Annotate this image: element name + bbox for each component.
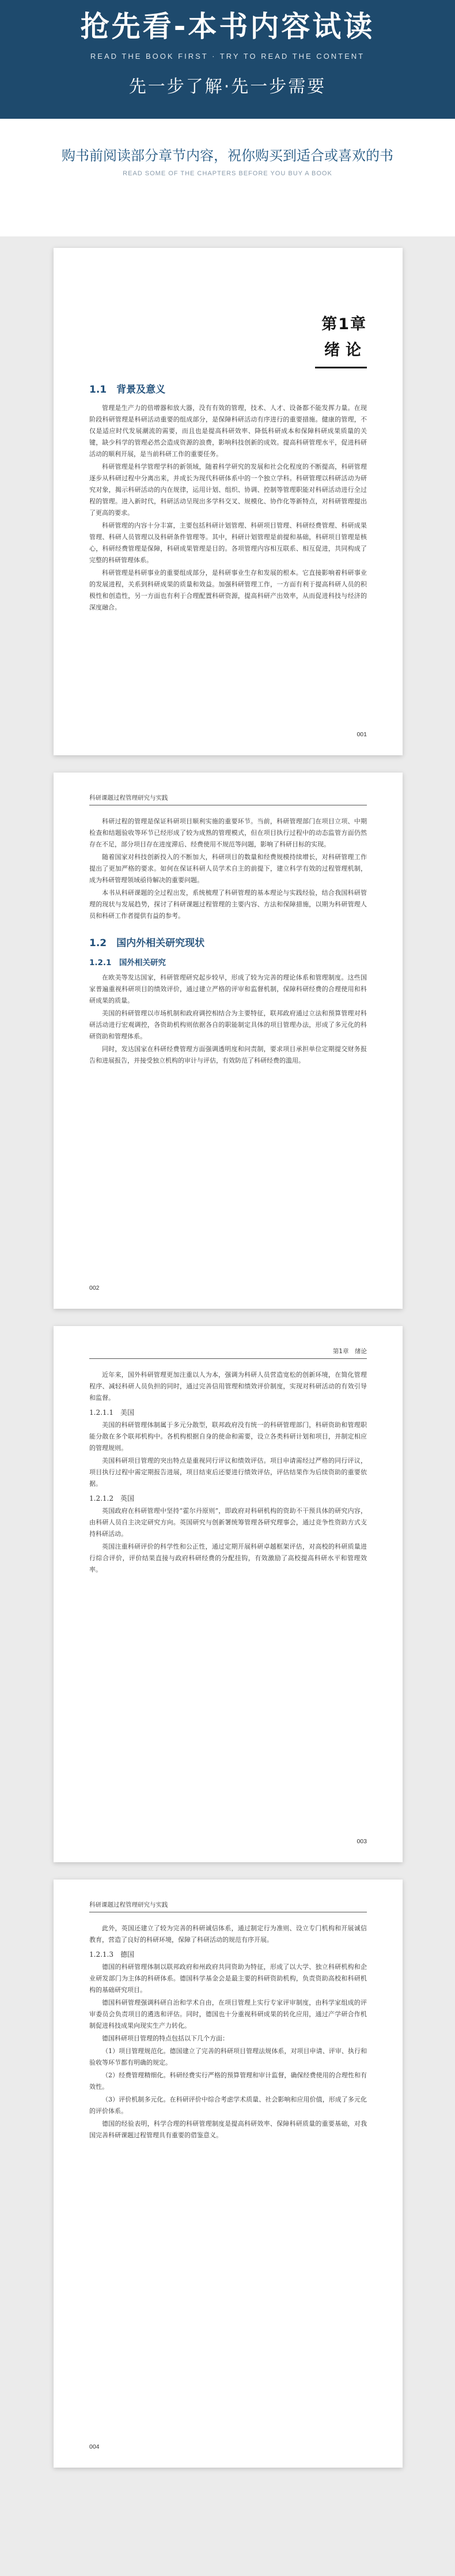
paragraph: 美国科研项目管理的突出特点是重视同行评议和绩效评估。项目申请需经过严格的同行评议，项目执行过程中需定期报告进展，项目结束后还要进行绩效评估，评估结果作为后续资助的重要依据。	[89, 1457, 367, 1487]
subsubsection-title: 1.2.1.2 英国	[89, 1494, 134, 1502]
section-title: 1.1 背景及意义	[89, 384, 166, 396]
paragraph: 英国政府在科研管理中坚持“霍尔丹原则”，即政府对科研机构的资助不干预具体的研究内容，由科研人员自主决定研究方向。英国研究与创新署统筹管理各研究理事会，通过竞争性资助方式支持科研活动。	[89, 1507, 367, 1538]
banner-subtitle-en: READ THE BOOK FIRST · TRY TO READ THE CONTENT	[90, 52, 365, 61]
paragraph: 德国的经验表明，科学合理的科研管理制度是提高科研效率、保障科研质量的重要基础，对我国完善科研课题过程管理具有重要的借鉴意义。	[89, 2120, 367, 2139]
paragraph: 在欧美等发达国家，科研管理研究起步较早，形成了较为完善的理论体系和管理制度。这些国家普遍重视科研项目的绩效评价，通过建立严格的评审和监督机制，保障科研经费的合理使用和科研成果的质量。	[89, 974, 367, 1004]
book-page-3	[54, 1326, 403, 1862]
intro-section	[0, 119, 455, 236]
page-number: 002	[89, 1285, 100, 1291]
running-head: 第1章 绪论	[89, 1347, 367, 1359]
book-page-2	[54, 773, 403, 1309]
paragraph: 科研管理是科学管理学科的新领域，随着科学研究的发展和社会化程度的不断提高，科研管理逐步从科研过程中分离出来，并成长为现代科研体系中的一个独立学科。科研管理以科研活动为研究对象，揭示科研活动的内在规律，运用计划、组织、协调、控制等管理职能对科研活动进行全过程的管理。进入新时代，科研活动呈现出多学科交叉、规模化、协作化等新特点，对科研管理提出了更高的要求。	[89, 463, 367, 517]
chapter-rule	[315, 367, 367, 368]
subsubsection-title: 1.2.1.3 德国	[89, 1950, 134, 1959]
page-number: 003	[357, 1838, 367, 1845]
header-banner	[0, 0, 455, 119]
paragraph: 美国的科研管理以市场机制和政府调控相结合为主要特征，联邦政府通过立法和预算管理对科研活动进行宏观调控，各资助机构则依据各自的职能制定具体的项目管理办法，形成了多元化的科研资助和管理体系。	[89, 1010, 367, 1040]
page-number: 001	[357, 731, 367, 738]
paragraph: 同时，发达国家在科研经费管理方面强调透明度和问责制，要求项目承担单位定期提交财务报告和进展报告，并接受独立机构的审计与评估，有效防范了科研经费的滥用。	[89, 1045, 367, 1064]
page-number: 004	[89, 2443, 100, 2450]
chapter-number: 第1章	[321, 315, 367, 333]
running-head: 科研课题过程管理研究与实践	[89, 793, 367, 805]
paragraph: 此外，英国还建立了较为完善的科研诚信体系，通过制定行为准则、设立专门机构和开展诚信教育，营造了良好的科研环境，保障了科研活动的规范有序开展。	[89, 1925, 367, 1944]
banner-title: 抢先看-本书内容试读	[80, 10, 375, 43]
book-page-4	[54, 1880, 403, 2468]
intro-line-en: READ SOME OF THE CHAPTERS BEFORE YOU BUY A BOOK	[123, 170, 332, 177]
chapter-heading	[89, 311, 367, 368]
subsubsection-title: 1.2.1.1 美国	[89, 1408, 134, 1417]
section-title: 1.2 国内外相关研究现状	[89, 937, 205, 949]
banner-slogan: 先一步了解·先一步需要	[128, 77, 327, 97]
paragraph: 随着国家对科技创新投入的不断加大，科研项目的数量和经费规模持续增长，对科研管理工作提出了更加严格的要求。如何在保证科研人员学术自主的前提下，建立科学有效的过程管理机制，成为科研管理领域亟待解决的重要问题。	[89, 853, 367, 884]
book-page-1	[54, 248, 403, 755]
paragraph: 科研过程的管理是保证科研项目顺利实施的重要环节。当前，科研管理部门在项目立项、中期检查和结题验收等环节已经形成了较为成熟的管理模式，但在项目执行过程中的动态监管方面仍然存在不足，部分项目存在进度滞后、经费使用不规范等问题，影响了科研目标的实现。	[89, 818, 367, 848]
paragraph: 科研管理是科研事业的重要组成部分，是科研事业生存和发展的根本。它直接影响着科研事业的发展进程，关系到科研成果的质量和效益。加强科研管理工作，一方面有利于提高科研人员的积极性和创造性，另一方面也有利于合理配置科研资源，提高科研产出效率，从而促进科技与经济的深度融合。	[89, 569, 367, 611]
paragraph: 本书从科研课题的全过程出发，系统梳理了科研管理的基本理论与实践经验，结合我国科研管理的现状与发展趋势，探讨了科研课题过程管理的主要内容、方法和保障措施，以期为科研管理人员和科研工作者提供有益的参考。	[89, 889, 367, 920]
list-item: （3）评价机制多元化。在科研评价中综合考虑学术质量、社会影响和应用价值，形成了多元化的评价体系。	[89, 2096, 367, 2115]
subsection-title: 1.2.1 国外相关研究	[89, 958, 166, 967]
paragraph: 科研管理的内容十分丰富，主要包括科研计划管理、科研项目管理、科研经费管理、科研成果管理、科研人员管理以及科研条件管理等。其中，科研计划管理是前提和基础，科研项目管理是核心，科研经费管理是保障，科研成果管理是目的。各项管理内容相互联系、相互促进，共同构成了完整的科研管理体系。	[89, 522, 367, 564]
paragraph: 英国注重科研评价的科学性和公正性，通过定期开展科研卓越框架评估，对高校的科研质量进行综合评价，评价结果直接与政府科研经费的分配挂钩，有效激励了高校提高科研水平和管理效率。	[89, 1543, 367, 1573]
paragraph: 管理是生产力的倍增器和放大器，没有有效的管理，技术、人才、设备都不能发挥力量。在现阶段科研管理是科研活动重要的组成部分，是保障科研活动有序进行的重要措施。健康的管理，不仅是适应时代发展潮流的需要，而且也是提高科研效率、降低科研成本和保障科研成果质量的关键，缺少科学的管理必然会造成资源的浪费，影响科技创新的成效。提高科研管理水平，促进科研活动的顺利开展，是当前科研工作的重要任务。	[89, 404, 367, 458]
list-item: （2）经费管理精细化。科研经费实行严格的预算管理和审计监督，确保经费使用的合理性和有效性。	[89, 2072, 367, 2091]
paragraph: 近年来，国外科研管理更加注重以人为本，强调为科研人员营造宽松的创新环境，在简化管理程序、减轻科研人员负担的同时，通过完善信用管理和绩效评价制度，实现对科研活动的有效引导和监督。	[89, 1371, 367, 1402]
chapter-name: 绪论	[324, 341, 367, 359]
list-item: （1）项目管理规范化。德国建立了完善的科研项目管理法规体系，对项目申请、评审、执行和验收等环节都有明确的规定。	[89, 2047, 367, 2066]
paragraph: 德国科研管理强调科研自治和学术自由，在项目管理上实行专家评审制度，由科学家组成的评审委员会负责项目的遴选和评估。同时，德国也十分重视科研成果的转化应用，通过产学研合作机制促进科技成果向现实生产力转化。	[89, 1999, 367, 2029]
paragraph: 德国科研项目管理的特点包括以下几个方面：	[102, 2035, 229, 2042]
running-head: 科研课题过程管理研究与实践	[89, 1900, 367, 1912]
paragraph: 美国的科研管理体制属于多元分散型，联邦政府没有统一的科研管理部门，科研资助和管理职能分散在多个联邦机构中。各机构根据自身的使命和需要，设立各类科研计划和项目，并制定相应的管理规则。	[89, 1421, 367, 1452]
intro-line: 购书前阅读部分章节内容，祝你购买到适合或喜欢的书	[62, 148, 393, 164]
paragraph: 德国的科研管理体制以联邦政府和州政府共同资助为特征，形成了以大学、独立科研机构和企业研发部门为主体的科研体系。德国科学基金会是最主要的科研资助机构，负责资助高校和科研机构的基础研究项目。	[89, 1963, 367, 1994]
